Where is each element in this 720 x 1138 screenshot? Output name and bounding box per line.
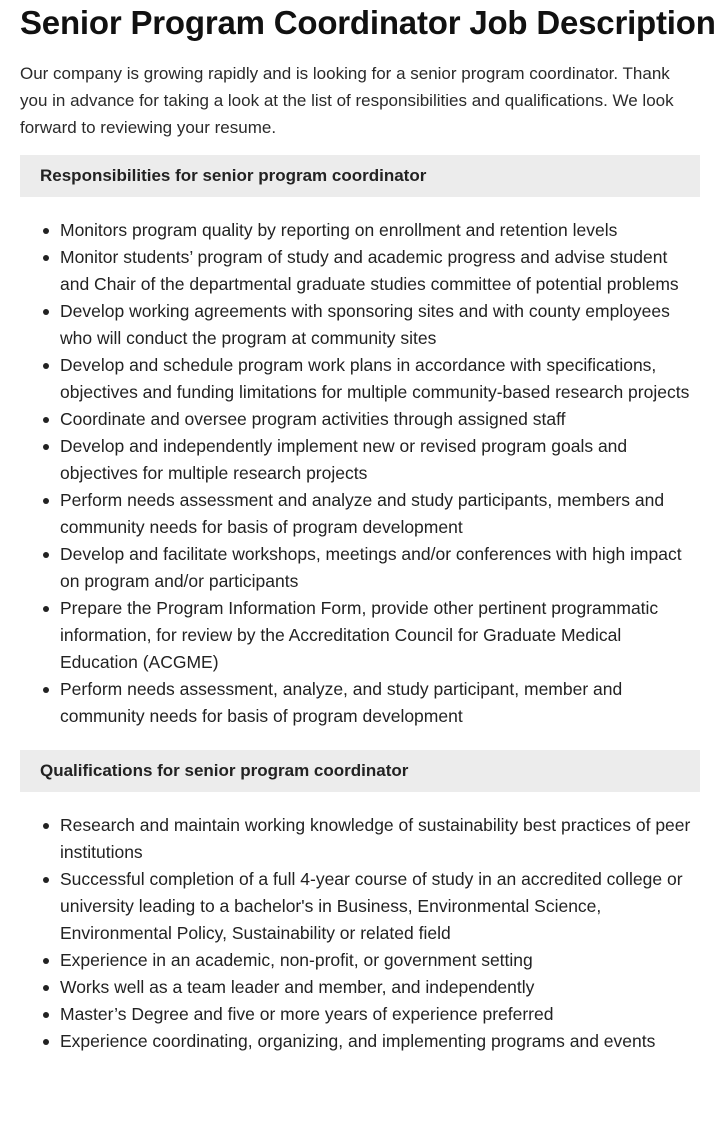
qualifications-heading: Qualifications for senior program coordinator <box>20 750 700 792</box>
list-item: Develop and schedule program work plans in accordance with specifications, objectives and funding limitations for multiple community-based research projects <box>60 352 700 406</box>
list-item: Experience coordinating, organizing, and implementing programs and events <box>60 1028 700 1055</box>
list-item: Monitor students’ program of study and academic progress and advise student and Chair of the departmental graduate studies committee of potential problems <box>60 244 700 298</box>
qualifications-list <box>20 812 700 1055</box>
responsibilities-heading: Responsibilities for senior program coordinator <box>20 155 700 197</box>
list-item: Develop and facilitate workshops, meetings and/or conferences with high impact on program and/or participants <box>60 541 700 595</box>
list-item: Perform needs assessment, analyze, and study participant, member and community needs for basis of program development <box>60 676 700 730</box>
list-item: Experience in an academic, non-profit, or government setting <box>60 947 700 974</box>
list-item: Master’s Degree and five or more years of experience preferred <box>60 1001 700 1028</box>
intro-paragraph: Our company is growing rapidly and is looking for a senior program coordinator. Thank you in advance for taking a look at the list of responsibilities and qualifications. We look forward to reviewing your resume. <box>20 64 674 137</box>
list-item: Develop and independently implement new or revised program goals and objectives for multiple research projects <box>60 433 700 487</box>
list-item: Coordinate and oversee program activities through assigned staff <box>60 406 700 433</box>
list-item: Prepare the Program Information Form, provide other pertinent programmatic information, for review by the Accreditation Council for Graduate Medical Education (ACGME) <box>60 595 700 676</box>
page-title: Senior Program Coordinator Job Description <box>20 4 716 41</box>
list-item: Successful completion of a full 4-year course of study in an accredited college or university leading to a bachelor's in Business, Environmental Science, Environmental Policy, Sustainability or related field <box>60 866 700 947</box>
list-item: Monitors program quality by reporting on enrollment and retention levels <box>60 217 700 244</box>
list-item: Research and maintain working knowledge of sustainability best practices of peer institutions <box>60 812 700 866</box>
list-item: Works well as a team leader and member, and independently <box>60 974 700 1001</box>
responsibilities-list <box>20 217 700 730</box>
list-item: Perform needs assessment and analyze and study participants, members and community needs for basis of program development <box>60 487 700 541</box>
list-item: Develop working agreements with sponsoring sites and with county employees who will conduct the program at community sites <box>60 298 700 352</box>
